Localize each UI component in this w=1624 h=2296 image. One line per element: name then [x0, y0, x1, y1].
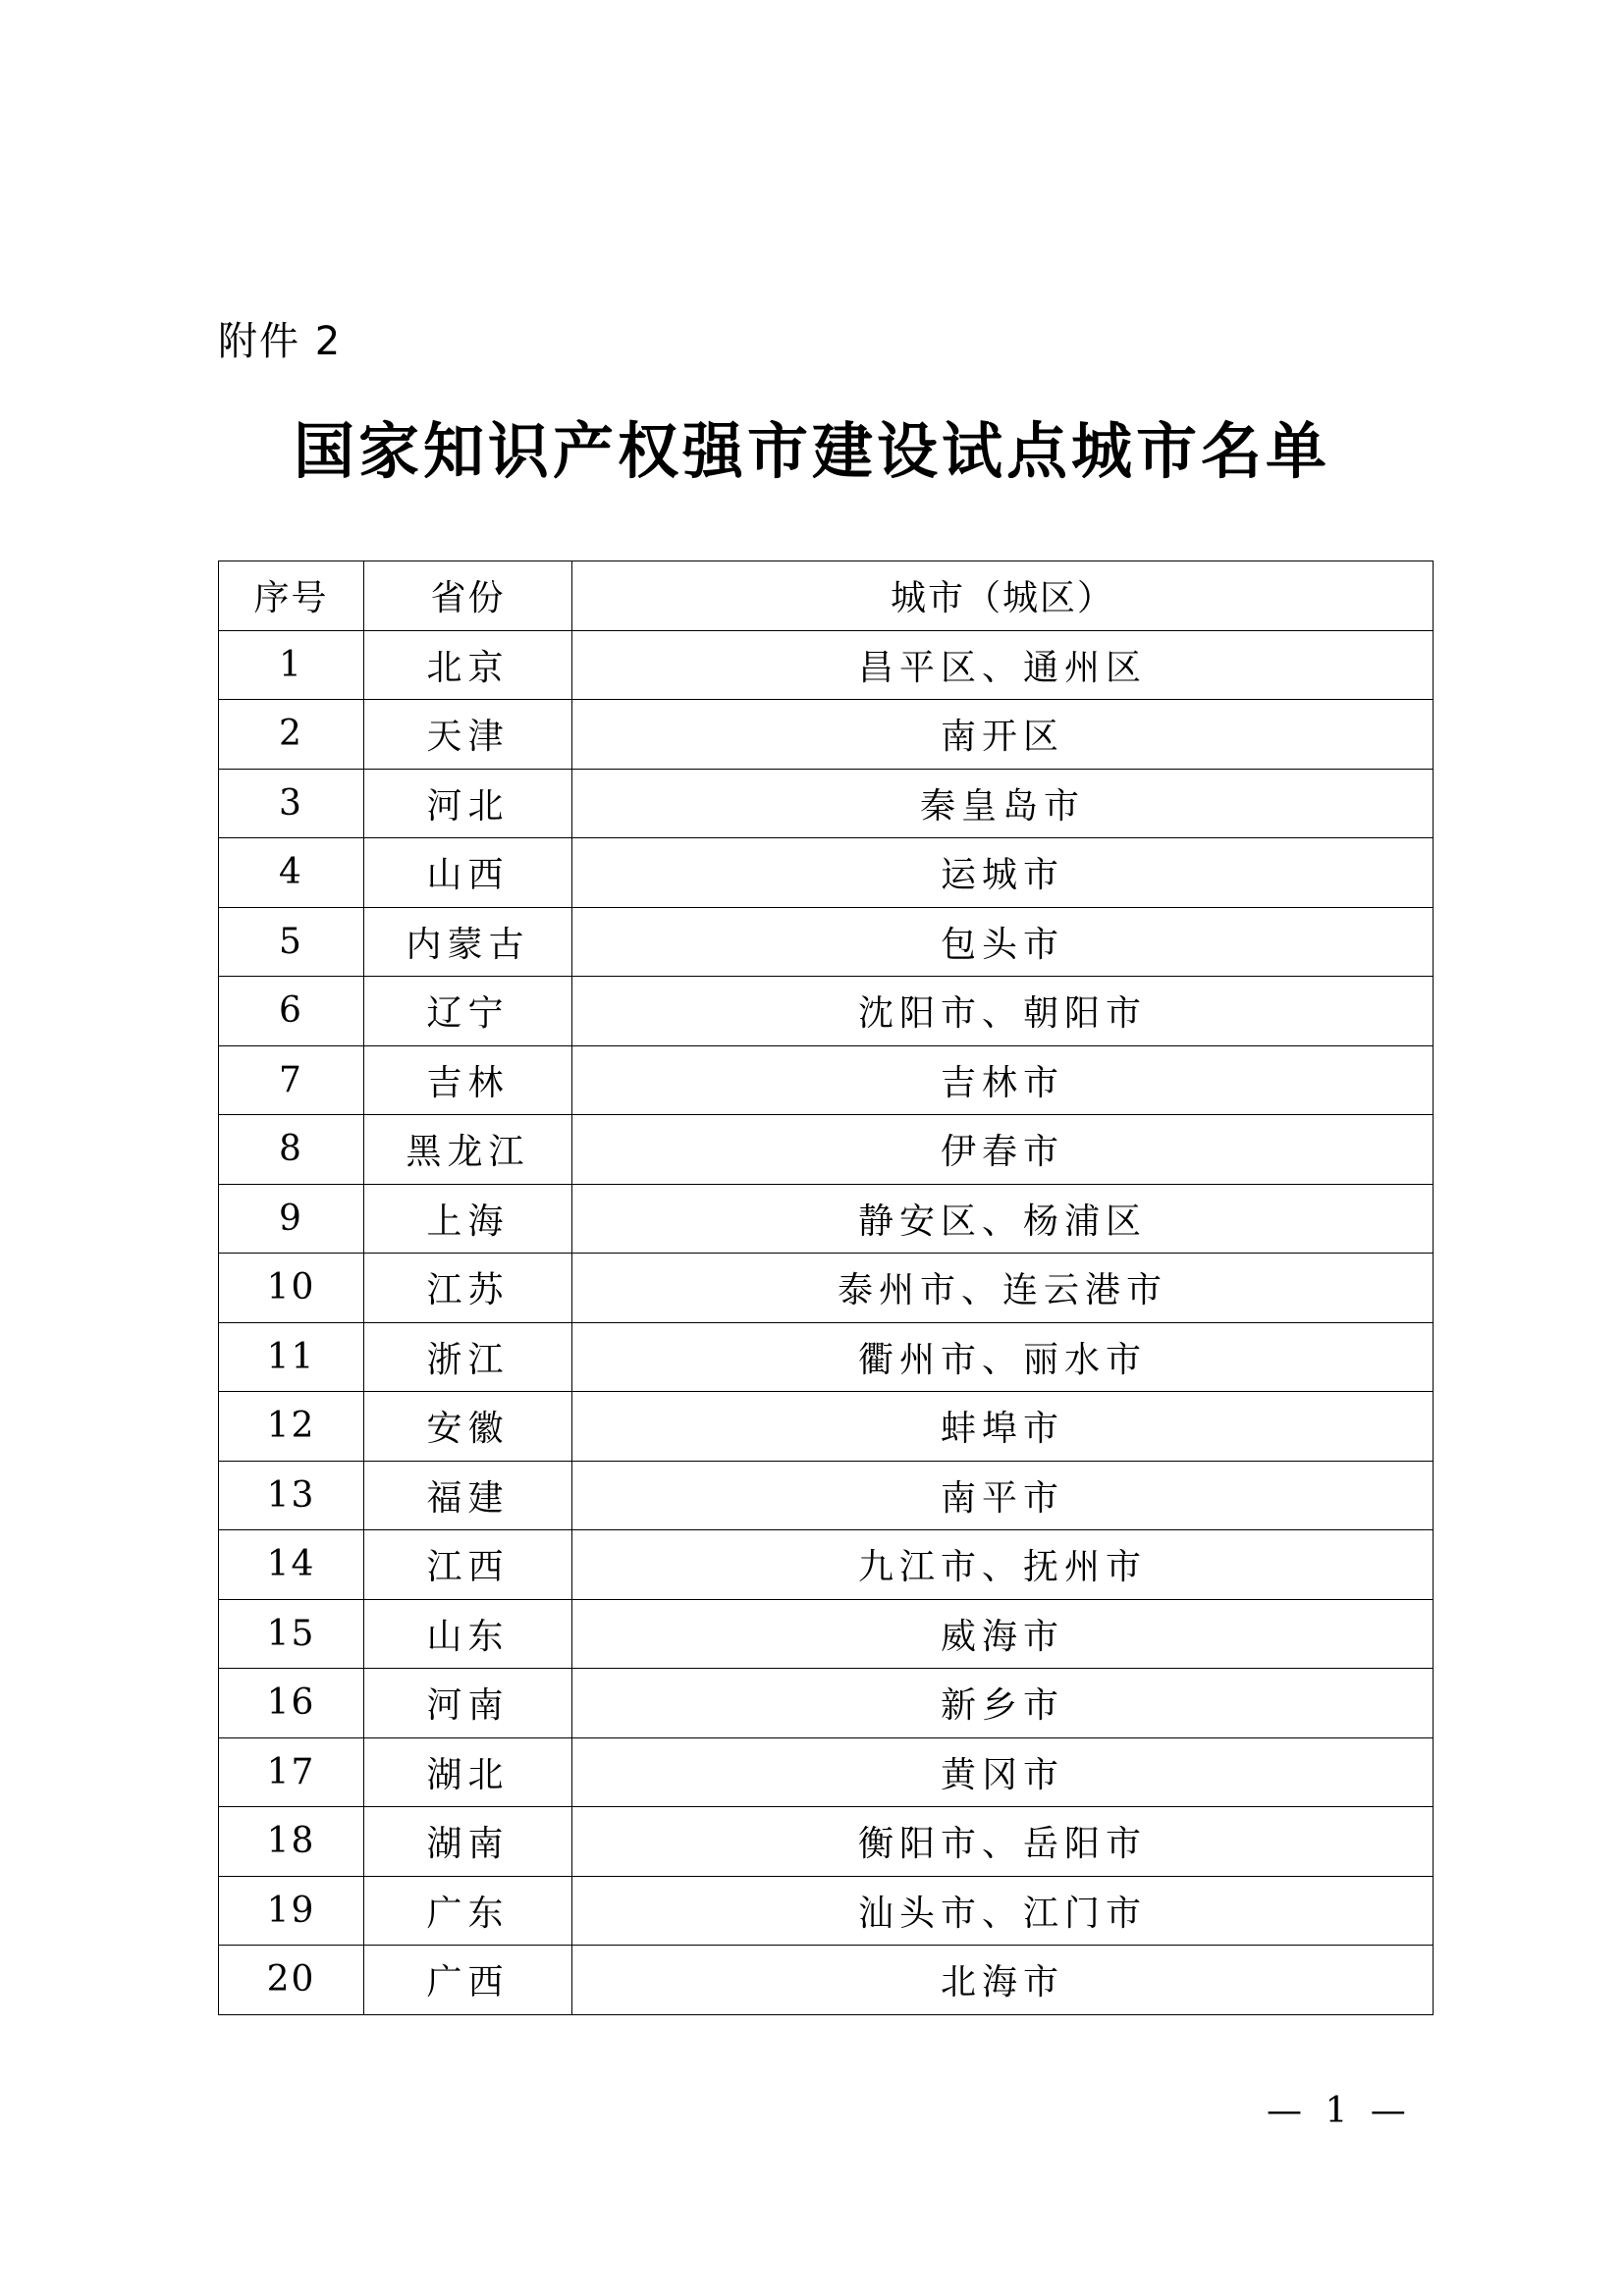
row-seq: 11 — [219, 1322, 364, 1392]
row-seq: 4 — [219, 838, 364, 908]
row-seq: 1 — [219, 630, 364, 700]
row-city: 伊春市 — [572, 1115, 1434, 1185]
row-province: 北京 — [364, 630, 572, 700]
table-row — [219, 1045, 1434, 1115]
row-city: 泰州市、连云港市 — [572, 1254, 1434, 1323]
row-seq: 9 — [219, 1184, 364, 1254]
row-city: 北海市 — [572, 1946, 1434, 2015]
table-row — [219, 1254, 1434, 1323]
table-row — [219, 1461, 1434, 1530]
row-city: 威海市 — [572, 1599, 1434, 1669]
row-province: 上海 — [364, 1184, 572, 1254]
row-city: 蚌埠市 — [572, 1392, 1434, 1462]
table-row — [219, 1392, 1434, 1462]
row-province: 广西 — [364, 1946, 572, 2015]
row-seq: 17 — [219, 1737, 364, 1807]
row-city: 衢州市、丽水市 — [572, 1322, 1434, 1392]
row-province: 天津 — [364, 700, 572, 770]
row-province: 山东 — [364, 1599, 572, 1669]
row-seq: 14 — [219, 1530, 364, 1600]
table-header-row — [219, 561, 1434, 631]
row-city: 吉林市 — [572, 1045, 1434, 1115]
page-number: — 1 — — [1267, 2091, 1412, 2131]
table-row — [219, 1876, 1434, 1946]
table-row — [219, 1807, 1434, 1877]
table-row — [219, 1115, 1434, 1185]
table-row — [219, 907, 1434, 977]
row-province: 湖南 — [364, 1807, 572, 1877]
table-row — [219, 769, 1434, 838]
table-row — [219, 1530, 1434, 1600]
table-row — [219, 1322, 1434, 1392]
row-city: 秦皇岛市 — [572, 769, 1434, 838]
row-city: 新乡市 — [572, 1669, 1434, 1738]
table-row — [219, 1184, 1434, 1254]
row-city: 沈阳市、朝阳市 — [572, 977, 1434, 1046]
row-city: 汕头市、江门市 — [572, 1876, 1434, 1946]
row-city: 静安区、杨浦区 — [572, 1184, 1434, 1254]
row-seq: 10 — [219, 1254, 364, 1323]
row-seq: 19 — [219, 1876, 364, 1946]
header-province: 省份 — [364, 561, 572, 631]
attachment-label: 附件 2 — [218, 319, 343, 364]
row-province: 内蒙古 — [364, 907, 572, 977]
row-city: 昌平区、通州区 — [572, 630, 1434, 700]
row-city: 包头市 — [572, 907, 1434, 977]
row-seq: 3 — [219, 769, 364, 838]
row-province: 河北 — [364, 769, 572, 838]
row-seq: 7 — [219, 1045, 364, 1115]
row-city: 运城市 — [572, 838, 1434, 908]
pilot-city-table — [218, 561, 1434, 2015]
row-seq: 6 — [219, 977, 364, 1046]
row-city: 南平市 — [572, 1461, 1434, 1530]
row-province: 湖北 — [364, 1737, 572, 1807]
table-row — [219, 977, 1434, 1046]
row-province: 山西 — [364, 838, 572, 908]
header-city: 城市（城区） — [572, 561, 1434, 631]
row-province: 安徽 — [364, 1392, 572, 1462]
table-row — [219, 700, 1434, 770]
table-row — [219, 1599, 1434, 1669]
table-row — [219, 838, 1434, 908]
row-seq: 16 — [219, 1669, 364, 1738]
row-city: 九江市、抚州市 — [572, 1530, 1434, 1600]
row-seq: 5 — [219, 907, 364, 977]
row-seq: 20 — [219, 1946, 364, 2015]
row-city: 南开区 — [572, 700, 1434, 770]
table-row — [219, 1737, 1434, 1807]
row-province: 黑龙江 — [364, 1115, 572, 1185]
row-province: 江苏 — [364, 1254, 572, 1323]
table-row — [219, 1946, 1434, 2015]
row-province: 广东 — [364, 1876, 572, 1946]
document-title: 国家知识产权强市建设试点城市名单 — [293, 415, 1330, 487]
row-province: 辽宁 — [364, 977, 572, 1046]
row-province: 江西 — [364, 1530, 572, 1600]
row-seq: 2 — [219, 700, 364, 770]
row-province: 河南 — [364, 1669, 572, 1738]
table-row — [219, 630, 1434, 700]
row-city: 黄冈市 — [572, 1737, 1434, 1807]
row-seq: 12 — [219, 1392, 364, 1462]
row-province: 福建 — [364, 1461, 572, 1530]
row-seq: 8 — [219, 1115, 364, 1185]
row-city: 衡阳市、岳阳市 — [572, 1807, 1434, 1877]
header-seq: 序号 — [219, 561, 364, 631]
row-seq: 18 — [219, 1807, 364, 1877]
row-seq: 15 — [219, 1599, 364, 1669]
table-row — [219, 1669, 1434, 1738]
row-province: 浙江 — [364, 1322, 572, 1392]
row-province: 吉林 — [364, 1045, 572, 1115]
row-seq: 13 — [219, 1461, 364, 1530]
